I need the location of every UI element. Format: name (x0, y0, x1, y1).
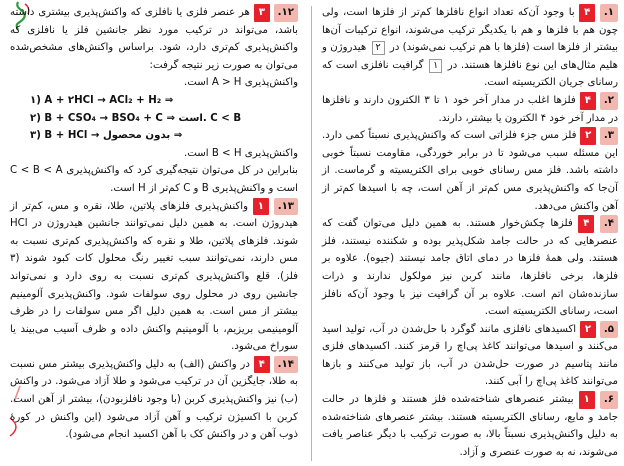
question-number: ۲. (600, 92, 618, 110)
equation-1-note: واکنش‌پذیری A > H است. (183, 77, 298, 89)
right-column (322, 4, 618, 461)
question-14: ۱۴. ۴ در واکنش (الف) به دلیل واکنش‌پذیری بیشتر مس نسبت به طلا، جایگزین آن در ترکیب می‌شود و طلا آزاد می‌شود. در واکنش (ب) نیز واکنش‌پذیری کربن (با وجود نافلزبودن)، بیشتر از آهن است. کربن با اکسیژن ترکیب و آهن آزاد می‌شود (این واکنش در کورهٔ ذوب آهن و در واکنش کک با آهن اکسید انجام می‌شود). (10, 356, 298, 444)
question-4: ۴. ۴ فلزها چکش‌خوار هستند. به همین دلیل می‌توان گفت که عنصرهایی که در حالت جامد شکل‌پذیر بوده و شکننده نیستند، فلز هستند. ولی همهٔ فلزها در دمای اتاق جامد نیستند (جیوه). علاوه بر فلزها، برخی نافلزها، مانند کربن نیز مولکول ندارند و ذرات سازنده‌شان اتم است. علاوه بر آن گرافیت نیز با وجود آن‌که نافلز است، رسانای الکتریسیته است. (322, 215, 618, 321)
question-number: ۴. (600, 215, 618, 233)
answer-badge: ۴ (578, 215, 594, 233)
question-5: ۵. ۲ اکسیدهای نافلزی مانند گوگرد با حل‌شدن در آب، تولید اسید می‌کنند و اسیدها می‌توانند کاغذ پی‌اچ را قرمز کنند. اکسیدهای فلزی مانند پتاسیم در صورت حل‌شدن در آب، باز تولید می‌کنند و بازها می‌توانند کاغذ پی‌اچ را آبی کنند. (322, 321, 618, 391)
question-number: ۶. (600, 391, 618, 409)
column-divider (311, 6, 312, 461)
question-3: ۳. ۲ فلز مس جزء فلزاتی است که واکنش‌پذیری نسبتاً کمی دارد. این مسئله سبب می‌شود تا در برابر خوردگی، مقاومت نسبتاً خوبی داشته باشد. فلز مس رسانای خوبی برای الکتریسیته و گرماست. از آن‌جا که واکنش‌پذیری مس کم‌تر از آهن است، چه با اسیدها کم‌تر از آهن واکنش می‌دهد. (322, 127, 618, 215)
question-2: ۲. ۴ فلزها اغلب در مدار آخر خود ۱ تا ۳ الکترون دارند و نافلزها در مدار آخر خود ۴ الکترون یا بیشتر، دارند. (322, 92, 618, 127)
question-1: ۱. ۴ با وجود آن‌که تعداد انواع نافلزها کم‌تر از فلزها است، ولی چون هم با فلزها و هم با یکدیگر ترکیب می‌شوند، انواع ترکیبات آن‌ها بیشتر از فلزها است (فلزها با هم ترکیب نمی‌شوند) در ۲ هیدروژن و هلیم مثال‌های این نوع نافلزها هستند. در ۱ گرافیت نافلزی است که رسانای جریان الکتریسیته است. (322, 4, 618, 92)
answer-badge: ۱ (579, 391, 595, 409)
question-number: ۱. (600, 4, 618, 22)
answer-badge: ۴ (254, 356, 270, 374)
answer-badge: ۲ (580, 321, 596, 339)
option-box: ۱ (429, 59, 442, 73)
answer-badge: ۲ (580, 127, 596, 145)
answer-badge: ۱ (253, 198, 269, 216)
left-column (10, 4, 298, 444)
equation-3-note: واکنش‌پذیری B < H است. (183, 147, 298, 159)
answer-badge: ۴ (579, 4, 595, 22)
question-number: ۳. (600, 127, 618, 145)
question-13: ۱۳. ۱ واکنش‌پذیری فلزهای پلاتین، طلا، نقره و مس، کم‌تر از هیدروژن است. به همین دلیل نمی‌توانند جانشین هیدروژن در HCl شوند. فلزهای پلاتین، طلا و نقره که واکنش‌پذیری کم‌تری نسبت به مس دارند، نمی‌توانند سبب تغییر رنگ محلول کات کبود شوند (۳ فلز). قلع واکنش‌پذیری کم‌تری نسبت به روی دارد و نمی‌تواند جانشین روی در محلول روی سولفات شود. واکنش‌پذیری آلومینیم بیشتر از مس است. به همین دلیل اگر مس سولفات را در ظرف آلومینیمی بریزیم، با آلومینیم واکنش داده و ظرف آسیب می‌بیند یا سوراخ می‌شود. (10, 198, 298, 356)
equation-3: ۳) B + HCl → بدون محصول ⇒ (30, 130, 183, 142)
conclusion: بنابراین در کل می‌توان نتیجه‌گیری کرد که واکنش‌پذیری C < B < A است و واکنش‌پذیری B و C کم‌تر از H است. (10, 165, 298, 194)
option-box: ۲ (372, 41, 385, 55)
answer-badge: ۴ (580, 92, 596, 110)
question-number: ۵. (600, 321, 618, 339)
question-12: ۱۲. ۳ هر عنصر فلزی یا نافلزی که واکنش‌پذیری بیشتری داشته باشد، می‌تواند در ترکیب مورد نظر جانشین فلز یا نافلزی که واکنش‌پذیری کم‌تری دارد، شود. براساس واکنش‌های مشخص‌شده می‌توان به صورت زیر نتیجه گرفت: (10, 4, 298, 74)
question-6: ۶. ۱ بیشتر عنصرهای شناخته‌شده فلز هستند و فلزها در حالت جامد و مایع، رسانای الکتریسیته هستند. بیشتر عنصرهای شناخته‌شده به دلیل واکنش‌پذیری نسبتاً بالا، به صورت ترکیب با دیگر عناصر یافت می‌شوند، نه به صورت عنصری و آزاد. (322, 391, 618, 461)
question-number: ۱۳. (274, 198, 298, 216)
equation-1: ۱) A + ۲HCl → ACl₂ + H₂ ⇒ (30, 94, 174, 106)
question-number: ۱۴. (274, 356, 298, 374)
question-number: ۱۲. (274, 4, 298, 22)
answer-badge: ۳ (254, 4, 270, 22)
equation-2: ۲) B + CSO₄ → BSO₄ + C ⇒ است. C < B (30, 112, 242, 124)
